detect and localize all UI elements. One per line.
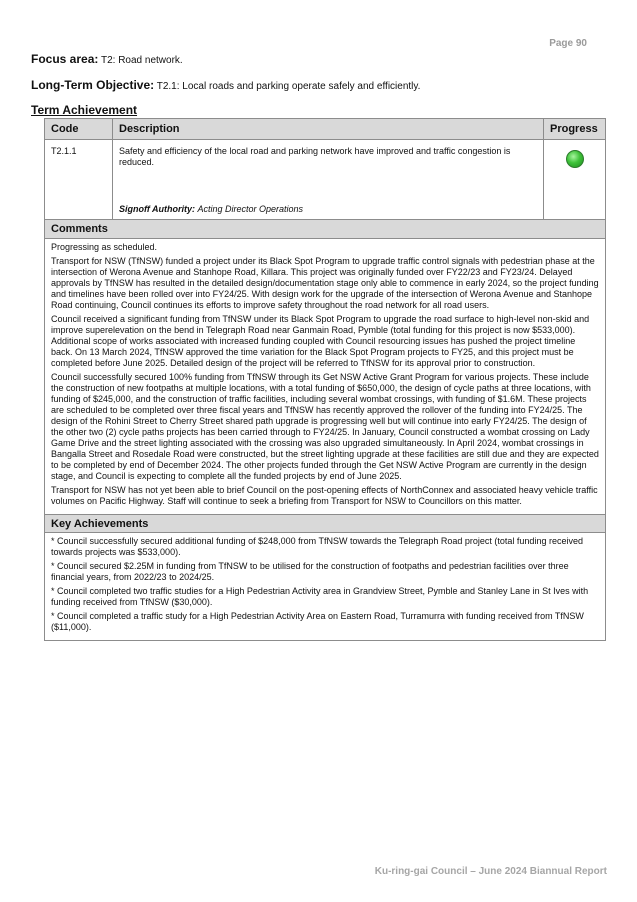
key-achievements-body	[45, 533, 605, 640]
focus-area	[31, 52, 183, 66]
signoff-label: Signoff Authority:	[119, 204, 195, 214]
table-header	[45, 119, 605, 140]
header-code: Code	[45, 119, 113, 139]
comments-header: Comments	[45, 220, 605, 239]
achievement-item: * Council secured $2.25M in funding from TfNSW to be utilised for the construction of footpaths and pedestrian facilities over three financial years, from 2022/23 to 2024/25.	[51, 561, 569, 582]
long-term-objective	[31, 78, 420, 92]
comments-body	[45, 239, 605, 514]
report-footer: Ku-ring-gai Council – June 2024 Biannual Report	[374, 866, 607, 877]
signoff-value: Acting Director Operations	[197, 204, 304, 214]
achievement-item: * Council successfully secured additional funding of $248,000 from TfNSW towards the Telegraph Road project (total funding received towards projects was $533,000).	[51, 536, 583, 557]
objective-label: Long-Term Objective:	[31, 78, 155, 92]
row-code: T2.1.1	[45, 140, 113, 219]
header-description: Description	[113, 119, 544, 139]
focus-area-value: T2: Road network.	[100, 55, 183, 66]
signoff	[119, 204, 303, 215]
comment-paragraph: Council successfully secured 100% funding from TfNSW through its Get NSW Active Grant Program for various projects. These include the construction of new footpaths at multiple locations, with a total funding of $650,000, the design of cycle paths at three locations, with funding of $245,000, and the construction of traffic facilities, including several wombat crossings, with funding of $1.6M. These projects are scheduled to be completed over three fiscal years and TfNSW has recently approved the rollover of the funding into FY24/25. The design of the Rohini Street to Cherry Street shared path upgrade is progressing well but will continue into early FY24/25. The design of the other two (2) cycle paths projects has been carried through to FY24/25. In January, Council constructed a wombat crossing on Lady Game Drive and the street lighting associated with the crossing was also upgraded simultaneously. In April 2024, wombat crossings in Bangalla Street and Rosedale Road were constructed, but the street lighting upgrade at these facilities are still due and they are expected to be completed by end of December 2024. The other projects funded through the Get NSW Active Program are currently in the design stage, and Council is expecting to complete all the funded projects by end of June 2025.	[51, 372, 599, 481]
comment-paragraph: Transport for NSW has not yet been able to brief Council on the post-opening effects of NorthConnex and associated heavy vehicle traffic volumes on Pacific Highway. Staff will continue to seek a briefing from Transport for NSW to Councillors on this matter.	[51, 485, 598, 506]
header-progress: Progress	[550, 123, 598, 135]
achievement-item: * Council completed a traffic study for a High Pedestrian Activity Area on Eastern Road, Turramurra with funding received from TfNSW ($11,000).	[51, 611, 584, 632]
page-number: Page 90	[549, 38, 587, 49]
focus-area-label: Focus area:	[31, 52, 99, 66]
row-description: Safety and efficiency of the local road and parking network have improved and traffic congestion is reduced.	[119, 146, 511, 167]
row-description-cell	[113, 140, 544, 219]
term-achievement-title: Term Achievement	[31, 103, 138, 117]
progress-status-icon	[566, 150, 584, 168]
row-progress	[544, 140, 605, 219]
comment-paragraph: Progressing as scheduled.	[51, 242, 158, 252]
key-achievements-header: Key Achievements	[45, 514, 605, 533]
objective-value: T2.1: Local roads and parking operate safely and efficiently.	[156, 81, 421, 92]
achievement-table	[44, 118, 606, 641]
comment-paragraph: Transport for NSW (TfNSW) funded a project under its Black Spot Program to upgrade traffic control signals with pedestrian phase at the intersection of Werona Avenue and Stanhope Road, Killara. This project was originally funded over FY22/23 and FY23/24. Delayed approvals by TfNSW has resulted in the detailed design/documentation stage only able to commence in early 2024, so the project funding and timelines have been rolled over into FY24/25. With design work for the upgrade of the intersection of Werona Avenue and Stanhope Road continuing, Council continues its efforts to improve safety throughout the road network for all road users.	[51, 256, 599, 310]
comment-paragraph: Council received a significant funding from TfNSW under its Black Spot Program to upgrade the road surface to high-level non-skid and improve superelevation on the bend in Telegraph Road near Ganmain Road, Pymble (total funding for this project is now $533,000). Additional scope of works associated with increased funding coupled with Council resourcing issues has pushed the project timeline back. On 13 March 2024, TfNSW approved the time variation for the Black Spot Program projects to FY25, and this project must be completed before June 2025. Detailed design of the project will be referred to TfNSW for its approval prior to construction.	[51, 314, 590, 368]
achievement-item: * Council completed two traffic studies for a High Pedestrian Activity area in Grandview Street, Pymble and Stanley Lane in St Ives with funding received from TfNSW ($30,000).	[51, 586, 589, 607]
table-row	[45, 140, 605, 220]
